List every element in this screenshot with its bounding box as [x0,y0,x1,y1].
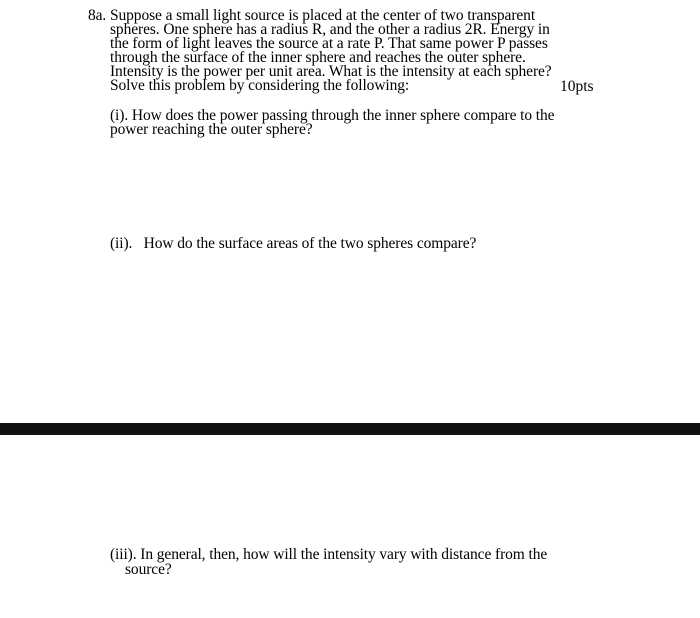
part-i-line-2: power reaching the outer sphere? [110,121,313,138]
question-line-3: the form of light leaves the source at a rate P. That same power P passes [110,35,548,52]
part-iii-line-1: (iii). In general, then, how will the intensity vary with distance from the [110,546,548,563]
part-i-line-1: (i). How does the power passing through the inner sphere compare to the [110,107,555,124]
question-line-5: Intensity is the power per unit area. What is the intensity at each sphere? [110,63,552,80]
question-line-6: Solve this problem by considering the following: [110,77,410,94]
divider-bar [0,423,700,435]
points-label: 10pts [560,78,594,95]
question-line-2: spheres. One sphere has a radius R, and the other a radius 2R. Energy in [110,21,550,38]
question-line-1: 8a. Suppose a small light source is placed at the center of two transparent [88,7,536,24]
part-iii-line-2: source? [125,561,172,578]
question-line-4: through the surface of the inner sphere and reaches the outer sphere. [110,49,526,66]
part-ii-text: (ii). How do the surface areas of the two spheres compare? [110,235,477,252]
